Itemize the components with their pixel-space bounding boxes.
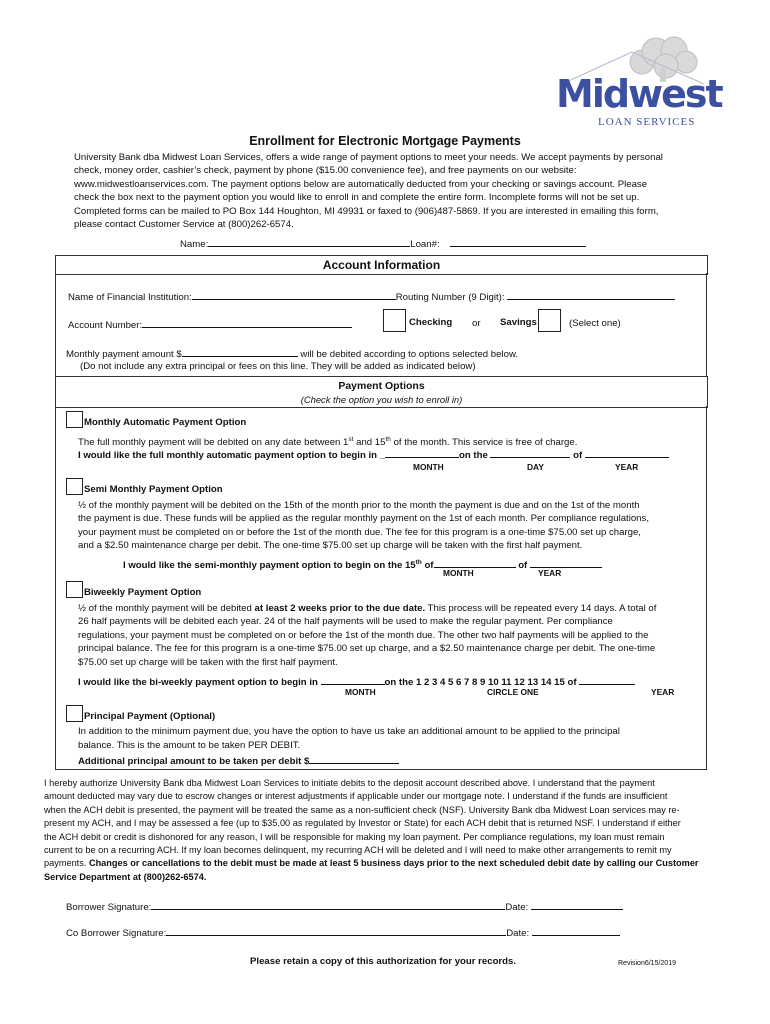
account-info-header <box>55 255 708 275</box>
text: of the month. This service is free of charge. <box>390 437 578 449</box>
loan-number-input[interactable] <box>450 236 586 247</box>
biweekly-title: Biweekly Payment Option <box>84 587 202 598</box>
text: current to be on a recurring ACH. If my loan becomes delinquent, my recurring ACH will be deleted and I will need to make other arrangements to remit my <box>44 845 672 856</box>
options-right-rule <box>706 406 707 770</box>
text: payments. <box>44 858 89 869</box>
text: ½ of the monthly payment will be debited on the 15th of the month prior to the month the payment is due and on the 1st of the month <box>78 500 640 511</box>
checking-checkbox[interactable] <box>383 309 406 332</box>
coborrower-signature-row <box>66 925 620 940</box>
text: principal balance. The fee for this program is a one-time $75.00 set up charge, and a $2.50 maintenance charge per debit. The one-time <box>78 643 656 655</box>
superscript: th <box>385 436 391 443</box>
text: I would like the bi-weekly payment option to begin in <box>78 677 318 688</box>
text: amount deducted may vary due to escrow changes or interest adjustments if applicable under our mortgage note. I understand if the funds are insufficient <box>44 791 668 802</box>
routing-label: Routing Number (9 Digit): <box>395 292 505 303</box>
text: at least 2 weeks prior to the due date. <box>254 603 426 614</box>
loan-label: Loan#: <box>410 239 440 250</box>
biweekly-month-input[interactable] <box>321 674 385 685</box>
account-left-rule <box>55 273 56 376</box>
company-logo <box>552 34 722 130</box>
day-caption: DAY <box>527 462 544 472</box>
text: the payment is due. These funds will be applied as the regular monthly payment on the 1st of each month. Per compliance regulations, <box>78 513 649 525</box>
intro-line: check, money order, cashier’s check, payment by phone ($15.00 convenience fee), and free payments on our website: <box>74 165 577 177</box>
account-number-label: Account Number: <box>68 320 143 331</box>
monthly-option-title: Monthly Automatic Payment Option <box>84 417 247 428</box>
text: Additional principal amount to be taken per debit $ <box>78 756 310 767</box>
or-label: or <box>472 318 481 329</box>
coborrower-date-input[interactable] <box>532 925 620 936</box>
semi-monthly-desc <box>78 499 649 553</box>
semi-monthly-title: Semi Monthly Payment Option <box>84 484 223 495</box>
monthly-day-input[interactable] <box>490 447 570 458</box>
account-right-rule <box>706 273 707 376</box>
date-label: Date: <box>505 902 529 913</box>
page-title: Enrollment for Electronic Mortgage Payments <box>249 134 521 148</box>
text: of <box>518 560 528 572</box>
intro-line: please contact Customer Service at (800)262-6574. <box>74 219 294 231</box>
text: on the <box>459 450 488 461</box>
monthly-begin-row <box>78 447 669 462</box>
intro-line: www.midwestloanservices.com. The payment options below are automatically deducted from your checking or savings account. Please <box>74 178 648 190</box>
superscript: th <box>415 559 422 566</box>
savings-checkbox[interactable] <box>538 309 561 332</box>
text: ½ of the monthly payment will be debited <box>78 603 255 614</box>
options-left-rule <box>55 406 56 770</box>
borrower-signature-label: Borrower Signature: <box>66 902 152 913</box>
text: the ACH debit or credit is dishonored for any reason, I will be responsible for making my loan payment. Per compliance regulations, my loan must remain <box>44 831 665 842</box>
text: present my ACH, and I may be assessed a fee (up to $35.00 as regulated by Investor or State) for each ACH debit that is returned NSF. I understand if either <box>44 818 681 829</box>
account-info-title: Account Information <box>322 258 441 272</box>
retain-copy-note: Please retain a copy of this authorization for your records. <box>250 956 517 967</box>
intro-line: check the box next to the payment option you would like to enroll in and complete the entire form. Incomplete forms will not be set up. <box>74 192 640 204</box>
text: when the ACH debit is presented, the payment will be treated the same as a non-sufficient check (NSF). University Bank dba Midwest Loan services may re- <box>44 804 680 815</box>
routing-number-input[interactable] <box>507 289 675 300</box>
principal-amount-row <box>78 753 399 768</box>
select-one-note: (Select one) <box>569 318 621 329</box>
text: of <box>421 560 434 572</box>
month-caption: MONTH <box>413 462 444 472</box>
checking-label: Checking <box>409 317 453 328</box>
text: of <box>573 450 583 461</box>
text: The full monthly payment will be debited on any date between 1 <box>78 437 349 449</box>
principal-desc: In addition to the minimum payment due, you have the option to have us take an additional amount to be applied to the principal <box>78 726 620 737</box>
text: $75.00 set up charge will be taken with the first half payment. <box>78 656 338 668</box>
intro-paragraph <box>74 151 663 231</box>
borrower-signature-input[interactable] <box>151 899 505 910</box>
monthly-amount-note: (Do not include any extra principal or fees on this line. They will be added as indicated below) <box>80 361 476 372</box>
text: your payment must be completed on or before the 1st of the month due. The fee for this program is a one-time $75.00 set up charge, <box>78 526 641 538</box>
savings-label: Savings <box>500 317 537 328</box>
name-field-row <box>180 236 586 251</box>
revision-date: Revision6/15/2019 <box>618 960 676 967</box>
text: 26 half payments will be debited each year. 24 of the half payments will be used to make the regular payment. Per compliance <box>78 616 613 628</box>
intro-line: University Bank dba Midwest Loan Services, offers a wide range of payment options to meet your needs. We accept payments by personal <box>74 152 663 163</box>
text: and a $2.50 maintenance charge per debit. The one-time $75.00 set up charge will be taken with the first half payment. <box>78 540 583 552</box>
text: Service Department at (800)262-6574. <box>44 871 207 882</box>
year-caption: YEAR <box>615 462 639 472</box>
institution-label: Name of Financial Institution: <box>68 292 192 303</box>
month-caption: MONTH <box>345 687 376 697</box>
month-caption: MONTH <box>443 568 474 578</box>
institution-row <box>68 289 675 304</box>
institution-input[interactable] <box>192 289 396 300</box>
monthly-year-input[interactable] <box>585 447 669 458</box>
superscript: st <box>348 436 354 443</box>
principal-title: Principal Payment (Optional) <box>84 711 216 722</box>
authorization-paragraph <box>44 777 699 884</box>
principal-desc: balance. This is the amount to be taken PER DEBIT. <box>78 740 301 751</box>
monthly-amount-input[interactable] <box>182 346 298 357</box>
biweekly-desc <box>78 602 656 669</box>
options-bottom-rule <box>55 769 707 770</box>
text: I would like the full monthly automatic payment option to begin in _ <box>78 450 386 461</box>
payment-options-header <box>55 376 708 408</box>
semi-monthly-checkbox[interactable] <box>66 478 83 495</box>
text: I hereby authorize University Bank dba Midwest Loan Services to initiate debits to the deposit account described above. I understand that the payment <box>44 778 655 788</box>
intro-line: Completed forms can be mailed to PO Box 144 Houghton, MI 49931 or faxed to (906)487-5869. If you are interested in emailing this form, <box>74 205 659 217</box>
coborrower-signature-input[interactable] <box>166 925 506 936</box>
account-number-input[interactable] <box>142 317 352 328</box>
borrower-signature-row <box>66 899 623 914</box>
logo-subtitle: LOAN SERVICES <box>598 116 696 128</box>
text: regulations, your payment must be completed on or before the 1st of the month due. The other two half payments will be applied to the <box>78 629 649 641</box>
name-input[interactable] <box>208 236 410 247</box>
borrower-date-input[interactable] <box>531 899 623 910</box>
year-caption: YEAR <box>651 687 675 697</box>
principal-checkbox[interactable] <box>66 705 83 722</box>
date-label: Date: <box>506 928 530 939</box>
year-caption: YEAR <box>538 568 562 578</box>
biweekly-checkbox[interactable] <box>66 581 83 598</box>
logo-wordmark: Midwest <box>556 72 722 116</box>
principal-amount-input[interactable] <box>309 753 399 764</box>
account-number-row <box>68 317 352 332</box>
biweekly-year-input[interactable] <box>579 674 635 685</box>
circle-one-caption: CIRCLE ONE <box>487 687 539 697</box>
name-label: Name: <box>180 239 209 250</box>
monthly-option-checkbox[interactable] <box>66 411 83 428</box>
text: I would like the semi-monthly payment option to begin on the 15 <box>123 560 416 572</box>
coborrower-signature-label: Co Borrower Signature: <box>66 928 167 939</box>
payment-options-title: Payment Options <box>338 380 425 392</box>
text: This process will be repeated every 14 days. A total of <box>425 603 657 614</box>
text: and 15 <box>353 437 386 449</box>
payment-options-subtitle: (Check the option you wish to enroll in) <box>300 394 463 405</box>
text: Changes or cancellations to the debit must be made at least 5 business days prior to the next scheduled debit date by calling our Customer <box>88 858 699 869</box>
monthly-month-input[interactable] <box>385 447 459 458</box>
monthly-amount-suffix: will be debited according to options selected below. <box>300 349 519 360</box>
semi-begin-row <box>123 556 602 573</box>
biweekly-day-choices: on the 1 2 3 4 5 6 7 8 9 10 11 12 13 14 15 of <box>384 677 577 688</box>
monthly-amount-label: Monthly payment amount $ <box>66 349 182 360</box>
